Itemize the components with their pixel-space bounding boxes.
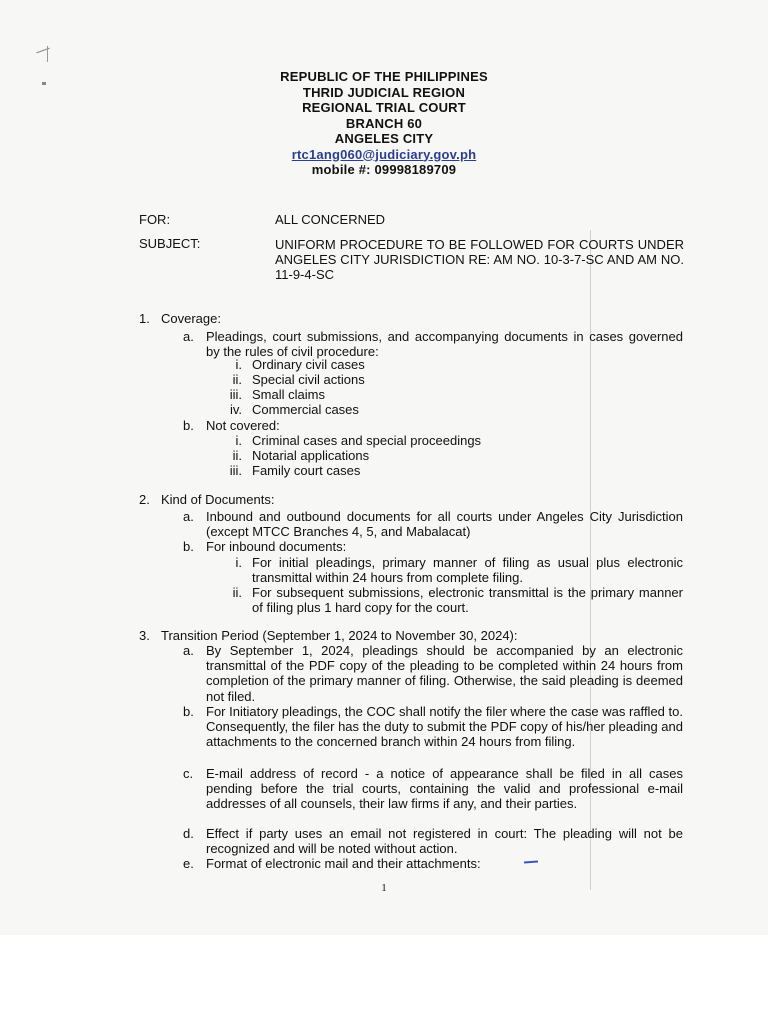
for-label: FOR: <box>139 212 171 227</box>
subitem-text: Family court cases <box>252 463 361 478</box>
item-text: Inbound and outbound documents for all courts under Angeles City Jurisdiction (except MTCC Branches 4, 5, and Mabalacat) <box>206 509 683 540</box>
item-text: Not covered: <box>206 418 280 433</box>
subitem-text: For subsequent submissions, electronic transmittal is the primary manner of filing plus 1 hard copy for the court. <box>252 585 683 616</box>
header-court: REGIONAL TRIAL COURT <box>302 100 466 115</box>
item-text: Format of electronic mail and their attachments: <box>206 856 481 871</box>
item-text: For Initiatory pleadings, the COC shall notify the filer where the case was raffled to. Consequently, the filer has the duty to submit the PDF copy of his/her pleading and attachments to the concerned branch within 24 hours from filing. <box>206 704 683 750</box>
subitem-label: ii. <box>232 585 242 600</box>
subitem-label: i. <box>235 433 242 448</box>
header-mobile: mobile #: 09998189709 <box>311 162 457 177</box>
subitem-text: Notarial applications <box>252 448 370 463</box>
item-text: By September 1, 2024, pleadings should be accompanied by an electronic transmittal of the PDF copy of the pleading to be completed within 24 hours from completion of the primary manner of filing. Otherwise, the said pleading is deemed not filed. <box>206 643 683 704</box>
section-title: Transition Period (September 1, 2024 to November 30, 2024): <box>161 628 518 643</box>
item-label: b. <box>183 704 194 719</box>
subitem-text: Commercial cases <box>252 402 359 417</box>
item-label: b. <box>183 418 194 433</box>
subitem-text: Small claims <box>252 387 325 402</box>
header-branch: BRANCH 60 <box>345 115 423 131</box>
item-label: c. <box>183 766 194 781</box>
header-region: THRID JUDICIAL REGION <box>302 84 466 100</box>
subitem-label: i. <box>235 555 242 570</box>
subitem-text: Criminal cases and special proceedings <box>252 433 482 448</box>
scan-mark <box>47 46 48 62</box>
section-number: 3. <box>139 628 150 643</box>
item-label: a. <box>183 643 194 658</box>
item-text: E-mail address of record - a notice of appearance shall be filed in all cases pending before the trial courts, containing the valid and professional e-mail addresses of all counsels, their law firms if any, and their parties. <box>206 766 683 812</box>
letterhead <box>0 69 768 178</box>
subitem-label: iv. <box>229 402 242 417</box>
header-city: ANGELES CITY <box>334 131 434 146</box>
pen-stroke <box>524 861 538 864</box>
item-text: Effect if party uses an email not registered in court: The pleading will not be recognized and will be noted without action. <box>206 826 683 857</box>
subitem-label: i. <box>235 357 242 372</box>
section-number: 1. <box>139 311 150 326</box>
subitem-label: iii. <box>229 387 242 402</box>
for-value: ALL CONCERNED <box>275 212 386 227</box>
subitem-label: iii. <box>229 463 242 478</box>
subitem-label: ii. <box>232 372 242 387</box>
item-text: For inbound documents: <box>206 539 347 554</box>
subject-value: UNIFORM PROCEDURE TO BE FOLLOWED FOR COURTS UNDER ANGELES CITY JURISDICTION RE: AM NO. 10-3-7-SC AND AM NO. 11-9-4-SC <box>275 237 684 282</box>
subitem-label: ii. <box>232 448 242 463</box>
subject-label: SUBJECT: <box>139 236 201 251</box>
item-label: b. <box>183 539 194 554</box>
section-title: Coverage: <box>161 311 221 326</box>
section-number: 2. <box>139 492 150 507</box>
subitem-text: Special civil actions <box>252 372 365 387</box>
item-label: d. <box>183 826 194 841</box>
item-label: a. <box>183 329 194 344</box>
item-label: a. <box>183 509 194 524</box>
subitem-text: Ordinary civil cases <box>252 357 365 372</box>
item-label: e. <box>183 856 194 871</box>
section-title: Kind of Documents: <box>161 492 275 507</box>
item-text: Pleadings, court submissions, and accompanying documents in cases governed by the rules of civil procedure: <box>206 329 683 360</box>
header-email-link[interactable]: rtc1ang060@judiciary.gov.ph <box>291 146 477 162</box>
header-country: REPUBLIC OF THE PHILIPPINES <box>280 69 488 84</box>
subitem-text: For initial pleadings, primary manner of filing as usual plus electronic transmittal within 24 hours from complete filing. <box>252 555 683 586</box>
page-number: 1 <box>381 882 387 894</box>
